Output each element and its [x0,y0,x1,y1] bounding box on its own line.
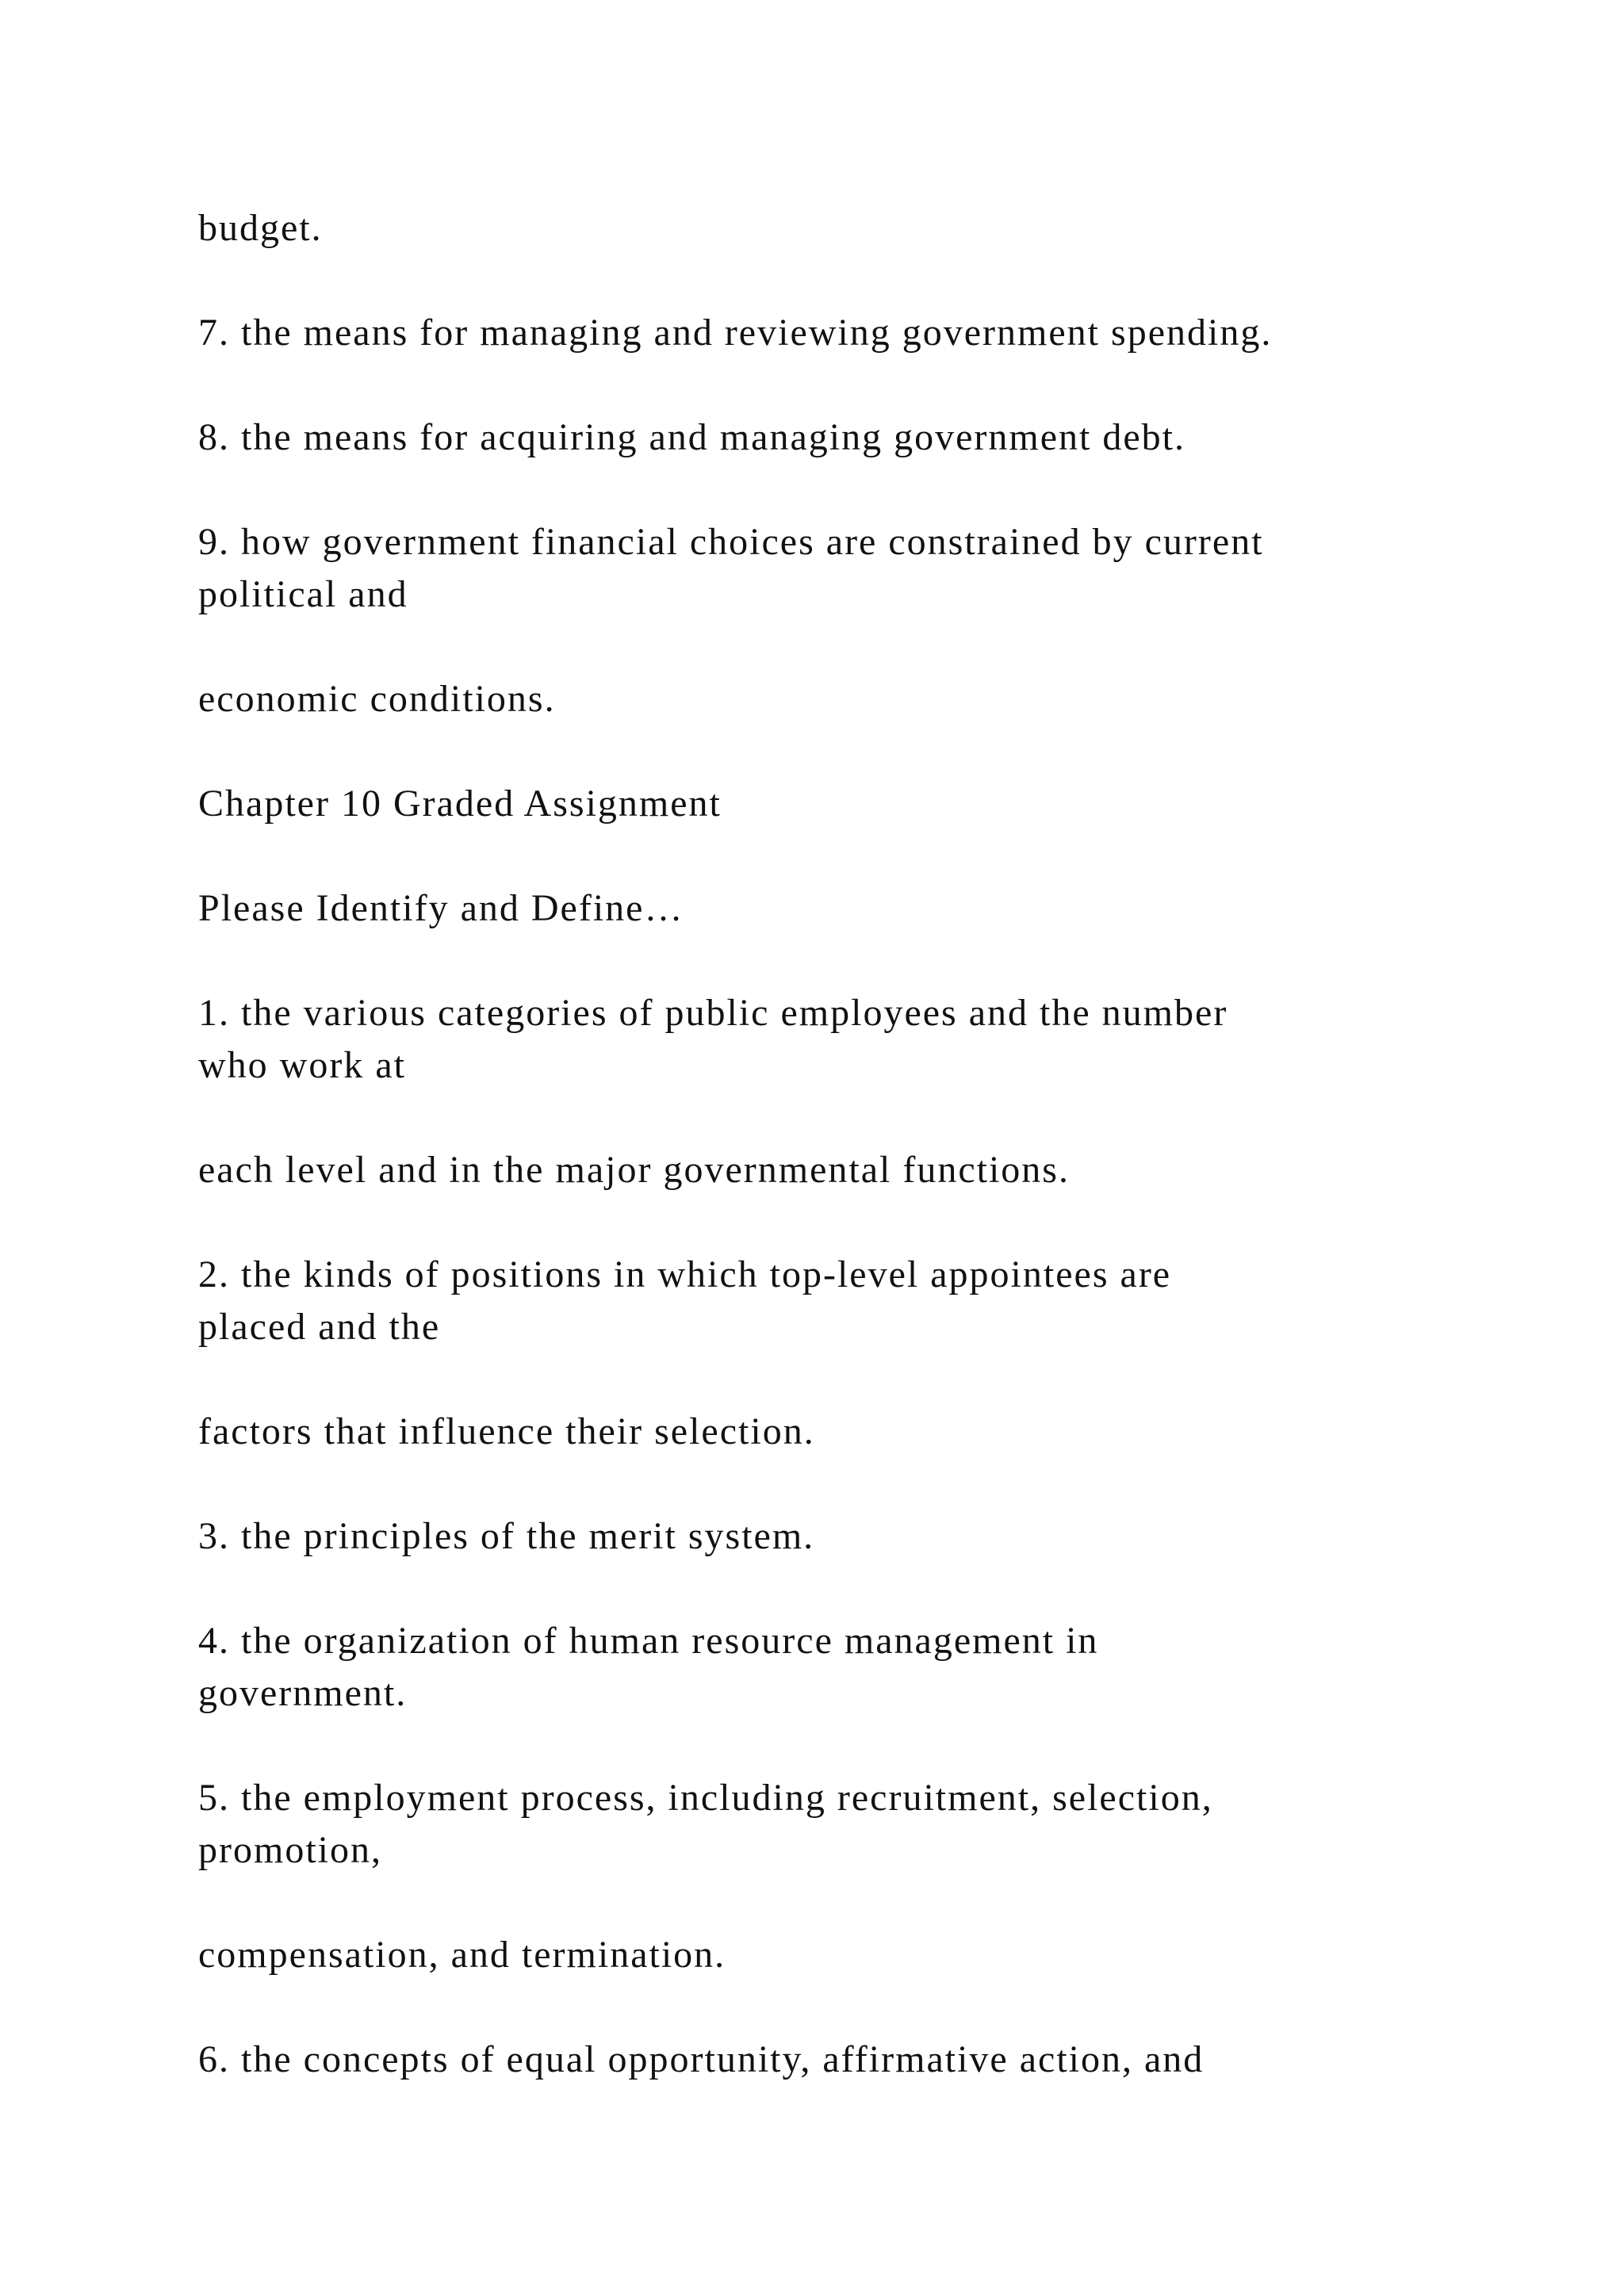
text-line: Chapter 10 Graded Assignment [198,783,722,825]
paragraph-item-9 [198,516,1467,621]
text-line: compensation, and termination. [198,1934,726,1976]
paragraph-item-5-cont [198,1929,1467,1981]
text-line: promotion, [198,1829,382,1871]
text-line: 1. the various categories of public employees and the number [198,992,1228,1034]
text-line: Please Identify and Define… [198,887,684,929]
paragraph-item-1 [198,987,1467,1092]
paragraph-item-7 [198,307,1467,359]
text-line: each level and in the major governmental functions. [198,1149,1070,1191]
text-line: political and [198,573,408,615]
paragraph-item-3 [198,1510,1467,1563]
paragraph-item-1-cont [198,1144,1467,1196]
text-line: 7. the means for managing and reviewing government spending. [198,312,1273,354]
text-line: 5. the employment process, including recruitment, selection, [198,1777,1213,1819]
paragraph-item-2-cont [198,1406,1467,1458]
paragraph-item-8 [198,411,1467,464]
text-line: economic conditions. [198,678,556,720]
text-line: 3. the principles of the merit system. [198,1515,815,1557]
paragraph-item-9-cont [198,673,1467,725]
text-line: government. [198,1672,408,1714]
chapter-heading [198,778,1467,830]
text-line: budget. [198,207,323,249]
text-line: who work at [198,1044,406,1086]
text-line: 4. the organization of human resource management in [198,1620,1099,1662]
text-line: 2. the kinds of positions in which top-level appointees are [198,1253,1172,1295]
text-line: placed and the [198,1306,441,1348]
paragraph-item-4 [198,1615,1467,1720]
paragraph-item-2 [198,1249,1467,1353]
paragraph-item-5 [198,1772,1467,1877]
text-line: factors that influence their selection. [198,1410,815,1452]
text-line: 8. the means for acquiring and managing government debt. [198,416,1185,458]
text-line: 6. the concepts of equal opportunity, affirmative action, and [198,2038,1205,2080]
paragraph-item-6 [198,2034,1467,2086]
instruction-line [198,882,1467,935]
paragraph-budget [198,202,1467,254]
text-line: 9. how government financial choices are constrained by current [198,521,1264,563]
